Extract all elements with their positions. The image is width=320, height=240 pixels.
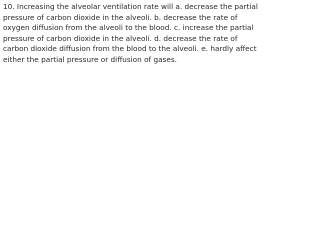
question-card [0,0,262,79]
question-text: 10. Increasing the alveolar ventilation rate will a. decrease the partial pressure of carbon dioxide in the alveoli. b. decrease the rate of oxygen diffusion from the alveoli to the blood. c. increase the partial pressure of carbon dioxide in the alveoli. d. decrease the rate of carbon dioxide diffusion from the blood to the alveoli. e. hardly affect either the partial pressure or diffusion of gases. [3,2,258,64]
